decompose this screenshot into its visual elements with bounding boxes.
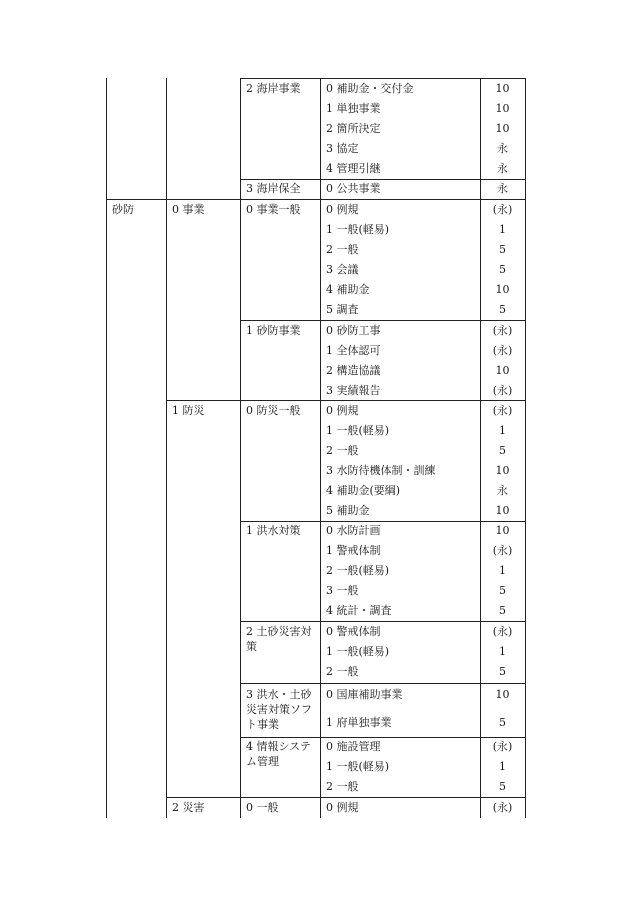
retention-period-cell: (永) — [492, 203, 513, 216]
retention-period-cell: 10 — [495, 283, 510, 296]
retention-period-cell: 10 — [495, 464, 510, 477]
minor-category-cell: 1 洪水対策 — [246, 524, 301, 537]
item-cell: 0 警戒体制 — [326, 625, 381, 638]
retention-period-cell: 5 — [499, 716, 506, 729]
retention-period-cell: (永) — [492, 384, 513, 397]
item-cell: 1 一般(軽易) — [326, 645, 390, 658]
item-cell: 5 補助金 — [326, 504, 370, 517]
retention-period-cell: 永 — [497, 182, 508, 195]
retention-period-cell: 10 — [495, 504, 510, 517]
item-cell: 0 国庫補助事業 — [326, 688, 403, 701]
item-cell: 3 実績報告 — [326, 384, 381, 397]
retention-period-cell: 10 — [495, 524, 510, 537]
retention-period-cell: (永) — [492, 324, 513, 337]
item-cell: 2 一般 — [326, 444, 359, 457]
retention-period-cell: (永) — [492, 625, 513, 638]
item-cell: 0 補助金・交付金 — [326, 82, 414, 95]
column-border-1 — [166, 78, 167, 818]
item-cell: 1 全体認可 — [326, 344, 381, 357]
item-cell: 2 一般 — [326, 243, 359, 256]
item-cell: 2 一般 — [326, 780, 359, 793]
retention-period-cell: 10 — [495, 688, 510, 701]
item-cell: 4 補助金(要綱) — [326, 484, 401, 497]
row-separator-6 — [240, 683, 526, 684]
retention-period-cell: (永) — [492, 344, 513, 357]
middle-category-cell: 1 防災 — [172, 404, 205, 417]
column-border-5 — [525, 78, 526, 818]
retention-period-cell: 1 — [499, 564, 506, 577]
item-cell: 2 一般 — [326, 665, 359, 678]
retention-period-cell: 5 — [499, 665, 506, 678]
retention-period-cell: 1 — [499, 424, 506, 437]
item-cell: 1 府単独事業 — [326, 716, 392, 729]
retention-period-cell: 5 — [499, 263, 506, 276]
item-cell: 3 協定 — [326, 142, 359, 155]
minor-category-cell: 3 海岸保全 — [246, 182, 301, 195]
item-cell: 4 統計・調査 — [326, 604, 392, 617]
column-border-2 — [240, 78, 241, 818]
item-cell: 2 構造協議 — [326, 364, 381, 377]
item-cell: 1 単独事業 — [326, 102, 381, 115]
minor-category-cell: 0 事業一般 — [246, 203, 301, 216]
minor-category-cell: 2 土砂災害対策 — [246, 625, 312, 653]
retention-period-cell: (永) — [492, 740, 513, 753]
middle-category-cell: 2 災害 — [172, 801, 205, 814]
retention-period-cell: 永 — [497, 162, 508, 175]
item-cell: 0 公共事業 — [326, 182, 381, 195]
retention-period-cell: (永) — [492, 404, 513, 417]
item-cell: 3 一般 — [326, 584, 359, 597]
retention-period-cell: 5 — [499, 303, 506, 316]
retention-period-cell: 10 — [495, 364, 510, 377]
item-cell: 5 調査 — [326, 303, 359, 316]
retention-period-cell: 10 — [495, 82, 510, 95]
item-cell: 1 一般(軽易) — [326, 760, 390, 773]
retention-period-cell: 1 — [499, 760, 506, 773]
item-cell: 2 一般(軽易) — [326, 564, 390, 577]
retention-period-cell: 5 — [499, 604, 506, 617]
item-cell: 0 水防計画 — [326, 524, 381, 537]
retention-period-cell: 1 — [499, 645, 506, 658]
item-cell: 0 例規 — [326, 404, 359, 417]
retention-period-cell: 5 — [499, 780, 506, 793]
item-cell: 1 一般(軽易) — [326, 424, 390, 437]
major-category-cell: 砂防 — [112, 203, 134, 216]
retention-period-cell: 5 — [499, 243, 506, 256]
item-cell: 0 砂防工事 — [326, 324, 381, 337]
retention-period-cell: (永) — [492, 801, 513, 814]
item-cell: 0 施設管理 — [326, 740, 381, 753]
item-cell: 0 例規 — [326, 203, 359, 216]
retention-period-cell: 永 — [497, 484, 508, 497]
middle-category-cell: 0 事業 — [172, 203, 205, 216]
item-cell: 3 会議 — [326, 263, 359, 276]
retention-period-cell: 5 — [499, 584, 506, 597]
retention-period-cell: 10 — [495, 102, 510, 115]
minor-category-cell: 3 洪水・土砂災害対策ソフト事業 — [246, 688, 312, 731]
column-border-0 — [106, 78, 107, 818]
item-cell: 1 警戒体制 — [326, 544, 381, 557]
minor-category-cell: 4 情報システム管理 — [246, 740, 311, 768]
item-cell: 0 例規 — [326, 801, 359, 814]
item-cell: 1 一般(軽易) — [326, 223, 390, 236]
item-cell: 2 箇所決定 — [326, 122, 381, 135]
minor-category-cell: 0 一般 — [246, 801, 279, 814]
retention-period-cell: 永 — [497, 142, 508, 155]
item-cell: 4 補助金 — [326, 283, 370, 296]
column-border-3 — [320, 78, 321, 818]
retention-period-cell: 5 — [499, 444, 506, 457]
retention-period-cell: (永) — [492, 544, 513, 557]
retention-period-cell: 10 — [495, 122, 510, 135]
item-cell: 3 水防待機体制・訓練 — [326, 464, 436, 477]
minor-category-cell: 2 海岸事業 — [246, 82, 301, 95]
minor-category-cell: 0 防災一般 — [246, 404, 301, 417]
retention-period-cell: 1 — [499, 223, 506, 236]
item-cell: 4 管理引継 — [326, 162, 381, 175]
minor-category-cell: 1 砂防事業 — [246, 324, 301, 337]
